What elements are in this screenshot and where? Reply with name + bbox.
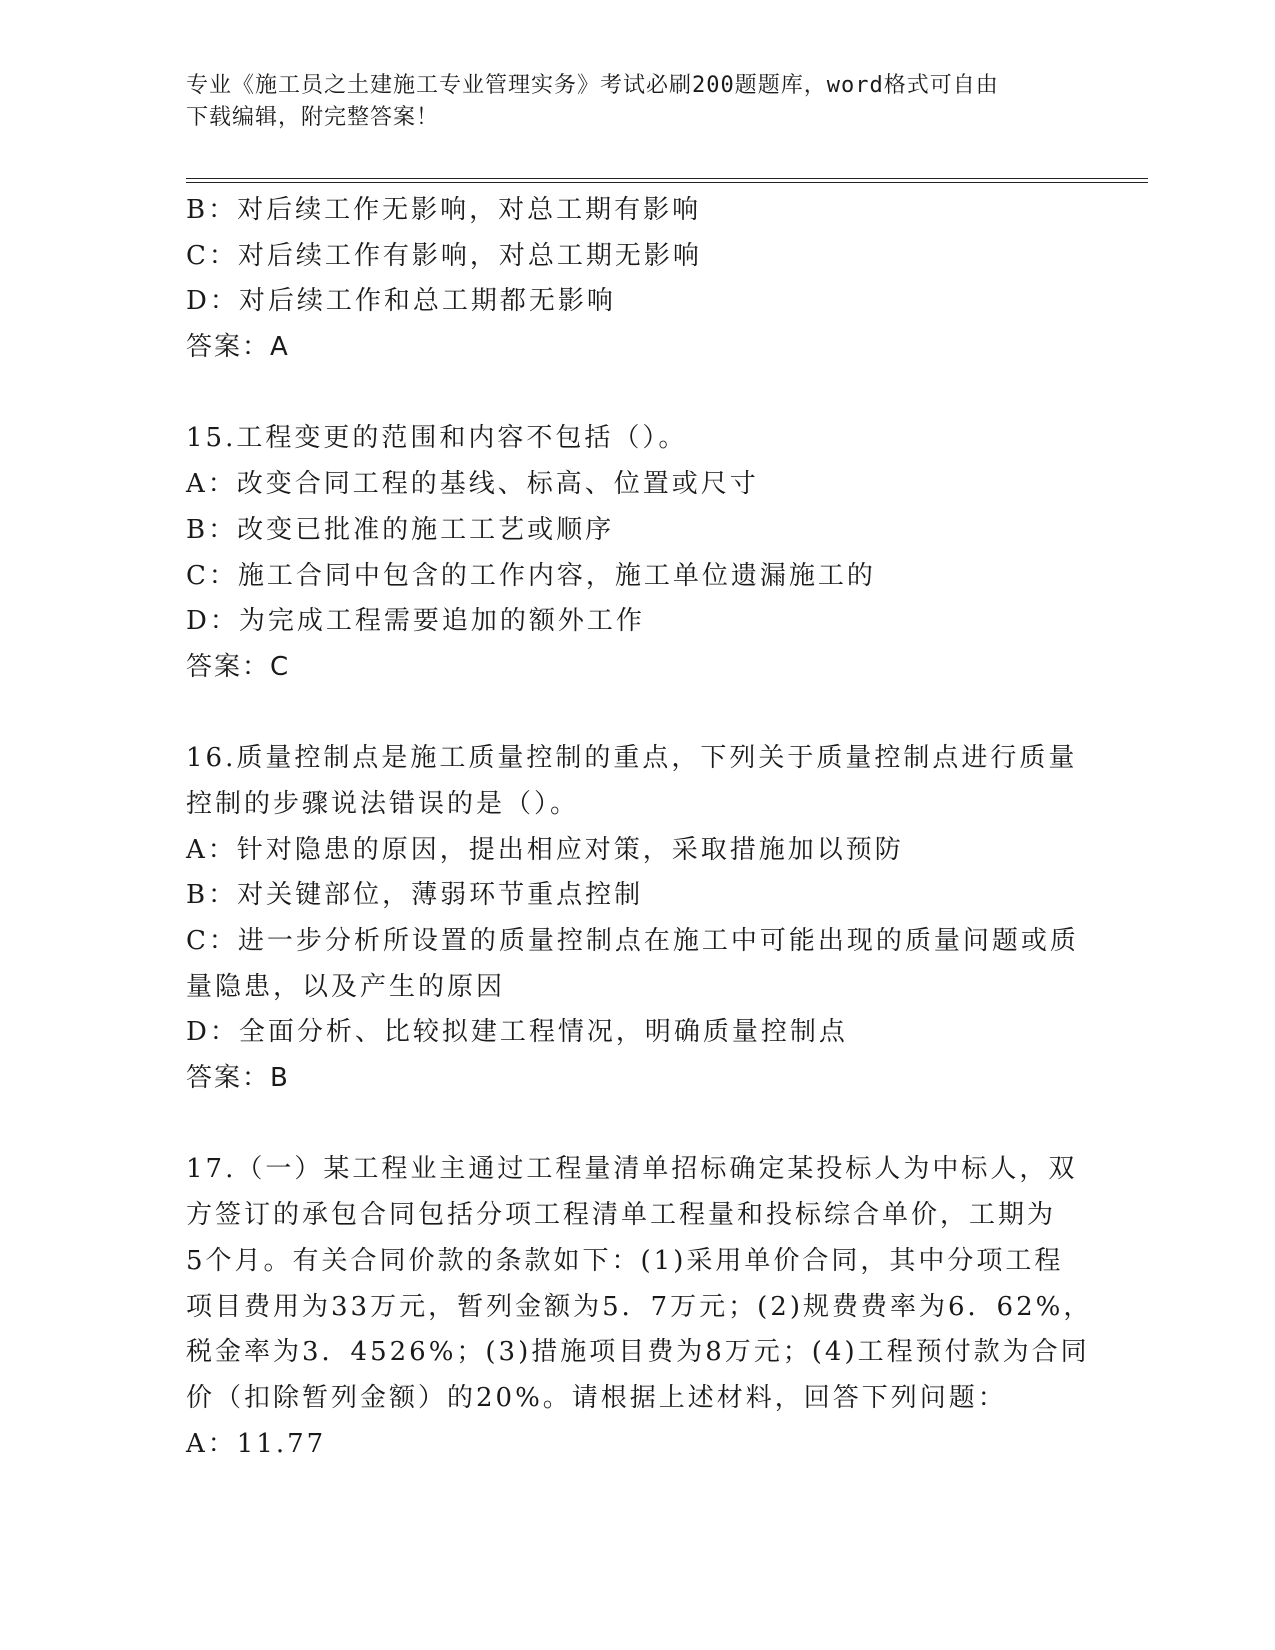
question-14 — [186, 188, 1086, 371]
option-c: C：对后续工作有影响，对总工期无影响 — [186, 240, 702, 271]
option-a: A：针对隐患的原因，提出相应对策，采取措施加以预防 — [186, 834, 904, 865]
answer: 答案：A — [186, 332, 290, 363]
answer: 答案：C — [186, 651, 291, 682]
question-15 — [186, 416, 1086, 690]
question-16 — [186, 736, 1086, 1102]
option-b: B：对关键部位，薄弱环节重点控制 — [186, 880, 644, 911]
answer: 答案：B — [186, 1063, 290, 1094]
header-line-2: 下载编辑，附完整答案！ — [186, 105, 440, 130]
question-stem-line-6: 价（扣除暂列金额）的20%。请根据上述材料，回答下列问题： — [186, 1382, 1007, 1413]
option-c: C：施工合同中包含的工作内容，施工单位遗漏施工的 — [186, 560, 876, 591]
option-b: B：对后续工作无影响，对总工期有影响 — [186, 195, 702, 225]
question-stem-line-5: 税金率为3．4526%；(3)措施项目费为8万元；(4)工程预付款为合同 — [186, 1337, 1090, 1368]
spacer — [186, 1102, 1086, 1148]
option-c-line-1: C：进一步分析所设置的质量控制点在施工中可能出现的质量问题或质 — [186, 926, 1079, 956]
spacer — [186, 371, 1086, 417]
question-list — [186, 188, 1093, 1467]
question-stem-line-2: 方签订的承包合同包括分项工程清单工程量和投标综合单价，工期为 — [186, 1200, 1057, 1231]
option-c-line-2: 量隐患，以及产生的原因 — [186, 971, 506, 1002]
option-b: B：改变已批准的施工工艺或顺序 — [186, 514, 615, 545]
question-17 — [186, 1147, 1093, 1467]
question-stem-line-4: 项目费用为33万元，暂列金额为5．7万元；(2)规费费率为6．62%， — [186, 1291, 1093, 1322]
option-a: A：11.77 — [186, 1428, 327, 1459]
question-stem-line-3: 5个月。有关合同价款的条款如下：(1)采用单价合同，其中分项工程 — [186, 1245, 1064, 1276]
option-d: D：全面分析、比较拟建工程情况，明确质量控制点 — [186, 1017, 848, 1048]
option-d: D：为完成工程需要追加的额外工作 — [186, 606, 645, 637]
header-rule-bottom — [186, 182, 1148, 183]
option-d: D：对后续工作和总工期都无影响 — [186, 286, 616, 317]
question-stem-line-1: 16.质量控制点是施工质量控制的重点，下列关于质量控制点进行质量 — [186, 743, 1078, 774]
option-a: A：改变合同工程的基线、标高、位置或尺寸 — [186, 469, 759, 500]
question-stem-line-1: 17.（一）某工程业主通过工程量清单招标确定某投标人为中标人，双 — [186, 1154, 1078, 1185]
header-line-1: 专业《施工员之土建施工专业管理实务》考试必刷200题题库，word格式可自由 — [186, 73, 999, 98]
header-rule-top — [186, 178, 1148, 179]
question-stem-line-2: 控制的步骤说法错误的是（）。 — [186, 788, 580, 819]
document-header — [186, 70, 1066, 134]
spacer — [186, 691, 1086, 737]
question-stem: 15.工程变更的范围和内容不包括（）。 — [186, 423, 688, 454]
